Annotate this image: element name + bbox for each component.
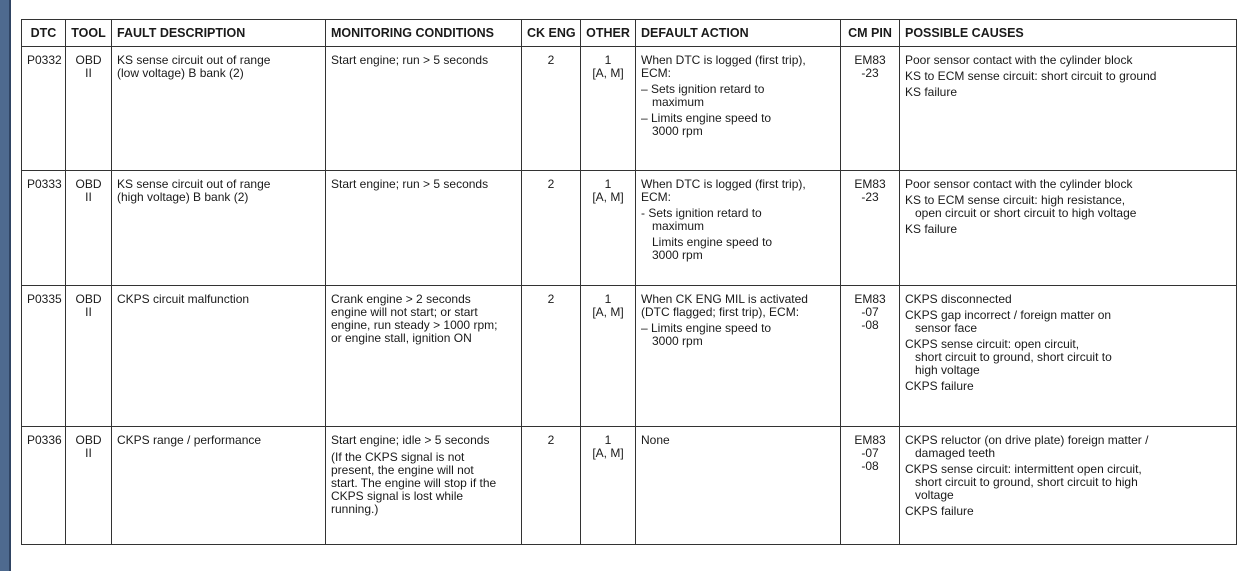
header-other: OTHER — [581, 20, 636, 47]
cause-item: Poor sensor contact with the cylinder block — [905, 53, 1133, 67]
cm-pin-cell — [841, 171, 900, 286]
action-intro-line: ECM: — [641, 66, 671, 80]
pin-line: EM83 — [854, 177, 886, 191]
monitoring-line: engine, run steady > 1000 rpm; — [331, 318, 498, 332]
cm-pin-cell — [841, 427, 900, 545]
tool-cell: OBD II — [66, 286, 112, 427]
monitoring-cell — [326, 47, 522, 171]
ck-eng-cell: 2 — [522, 171, 581, 286]
action-item: - Sets ignition retard to maximum — [641, 206, 762, 233]
action-intro-line: When DTC is logged (first trip), — [641, 177, 806, 191]
header-default-action: DEFAULT ACTION — [636, 20, 841, 47]
header-row — [22, 20, 1237, 47]
header-tool: TOOL — [66, 20, 112, 47]
tool-cell: OBD II — [66, 171, 112, 286]
action-item: – Limits engine speed to 3000 rpm — [641, 321, 772, 348]
fault-line: CKPS range / performance — [117, 433, 262, 447]
action-intro-line: ECM: — [641, 190, 671, 204]
dtc-code: P0336 — [22, 427, 66, 545]
pin-line: -07 — [861, 305, 879, 319]
other-cell — [581, 427, 636, 545]
monitoring-line: or engine stall, ignition ON — [331, 331, 472, 345]
ck-eng-cell: 2 — [522, 286, 581, 427]
monitoring-cell — [326, 171, 522, 286]
table-row — [22, 427, 1237, 545]
ck-eng-cell: 2 — [522, 427, 581, 545]
other-line: [A, M] — [592, 66, 624, 80]
monitoring-line: engine will not start; or start — [331, 305, 478, 319]
action-intro-line: (DTC flagged; first trip), ECM: — [641, 305, 800, 319]
fault-line: (low voltage) B bank (2) — [117, 66, 244, 80]
cause-item: CKPS sense circuit: intermittent open circuit, short circuit to ground, short circuit to high voltage — [905, 462, 1142, 502]
pin-line: EM83 — [854, 53, 886, 67]
other-cell — [581, 286, 636, 427]
action-item: – Sets ignition retard to maximum — [641, 82, 765, 109]
other-line: [A, M] — [592, 305, 624, 319]
dtc-code: P0335 — [22, 286, 66, 427]
cause-item: CKPS disconnected — [905, 292, 1012, 306]
monitoring-note: (If the CKPS signal is not present, the engine will not start. The engine will stop if the CKPS signal is lost while running.) — [331, 450, 497, 516]
fault-description-cell — [112, 171, 326, 286]
other-line: 1 — [604, 53, 612, 67]
default-action-cell — [636, 286, 841, 427]
default-action-cell — [636, 427, 841, 545]
monitoring-line: Start engine; run > 5 seconds — [331, 53, 489, 67]
default-action-cell — [636, 47, 841, 171]
fault-description-cell — [112, 286, 326, 427]
other-cell — [581, 171, 636, 286]
fault-line: KS sense circuit out of range — [117, 53, 271, 67]
tool-cell: OBD II — [66, 427, 112, 545]
fault-description-cell — [112, 47, 326, 171]
table-row — [22, 171, 1237, 286]
cause-item: KS to ECM sense circuit: short circuit to ground — [905, 69, 1157, 83]
pin-line: -08 — [861, 459, 879, 473]
pin-line: -08 — [861, 318, 879, 332]
dtc-code: P0333 — [22, 171, 66, 286]
cause-item: KS failure — [905, 85, 958, 99]
other-line: 1 — [604, 292, 612, 306]
header-monitoring-conditions: MONITORING CONDITIONS — [326, 20, 522, 47]
pin-line: EM83 — [854, 292, 886, 306]
header-ck-eng: CK ENG — [522, 20, 581, 47]
action-intro-line: When DTC is logged (first trip), — [641, 53, 806, 67]
ck-eng-cell: 2 — [522, 47, 581, 171]
possible-causes-cell — [900, 171, 1237, 286]
monitoring-line: Start engine; run > 5 seconds — [331, 177, 489, 191]
tool-cell: OBD II — [66, 47, 112, 171]
other-line: [A, M] — [592, 190, 624, 204]
other-line: [A, M] — [592, 446, 624, 460]
possible-causes-cell — [900, 47, 1237, 171]
action-item: – Limits engine speed to 3000 rpm — [641, 111, 772, 138]
cause-item: CKPS sense circuit: open circuit, short circuit to ground, short circuit to high voltage — [905, 337, 1112, 377]
action-intro-line: None — [641, 433, 670, 447]
monitoring-cell — [326, 286, 522, 427]
monitoring-cell — [326, 427, 522, 545]
other-cell — [581, 47, 636, 171]
fault-line: CKPS circuit malfunction — [117, 292, 250, 306]
action-item: Limits engine speed to 3000 rpm — [652, 235, 773, 262]
fault-line: KS sense circuit out of range — [117, 177, 271, 191]
pin-line: -23 — [861, 190, 879, 204]
monitoring-line: Start engine; idle > 5 seconds — [331, 433, 490, 447]
monitoring-line: Crank engine > 2 seconds — [331, 292, 471, 306]
table-row — [22, 286, 1237, 427]
cause-item: KS failure — [905, 222, 958, 236]
default-action-cell — [636, 171, 841, 286]
action-intro-line: When CK ENG MIL is activated — [641, 292, 808, 306]
cause-item: KS to ECM sense circuit: high resistance, open circuit or short circuit to high voltage — [905, 193, 1137, 220]
pin-line: -07 — [861, 446, 879, 460]
header-fault-description: FAULT DESCRIPTION — [112, 20, 326, 47]
possible-causes-cell — [900, 286, 1237, 427]
cause-item: CKPS gap incorrect / foreign matter on sensor face — [905, 308, 1112, 335]
left-edge-bar — [0, 0, 11, 571]
table-row — [22, 47, 1237, 171]
other-line: 1 — [604, 177, 612, 191]
dtc-table — [21, 19, 1237, 545]
header-dtc: DTC — [22, 20, 66, 47]
other-line: 1 — [604, 433, 612, 447]
fault-description-cell — [112, 427, 326, 545]
header-possible-causes: POSSIBLE CAUSES — [900, 20, 1237, 47]
header-cm-pin: CM PIN — [841, 20, 900, 47]
cause-item: CKPS failure — [905, 504, 974, 518]
possible-causes-cell — [900, 427, 1237, 545]
cause-item: CKPS reluctor (on drive plate) foreign matter / damaged teeth — [905, 433, 1149, 460]
pin-line: -23 — [861, 66, 879, 80]
cm-pin-cell — [841, 286, 900, 427]
pin-line: EM83 — [854, 433, 886, 447]
dtc-code: P0332 — [22, 47, 66, 171]
fault-line: (high voltage) B bank (2) — [117, 190, 249, 204]
cause-item: Poor sensor contact with the cylinder block — [905, 177, 1133, 191]
cm-pin-cell — [841, 47, 900, 171]
cause-item: CKPS failure — [905, 379, 974, 393]
